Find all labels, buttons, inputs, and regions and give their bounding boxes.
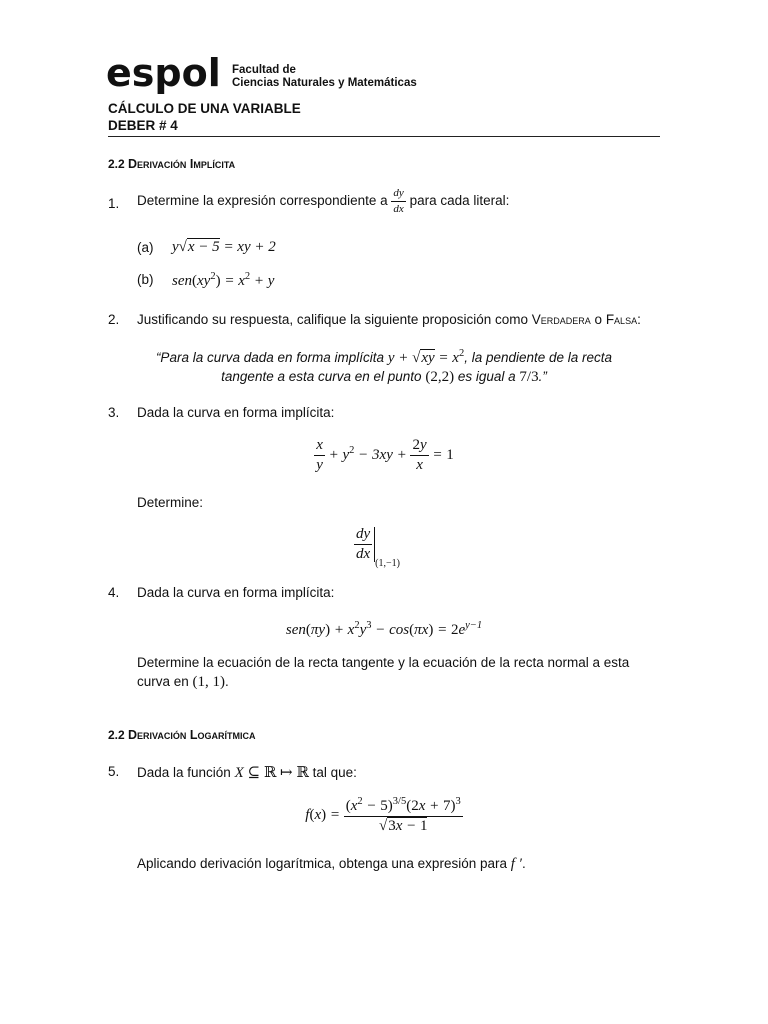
point: (2,2) [425, 369, 455, 385]
problem-text: Aplicando derivación logarítmica, obtenga una expresión para [137, 856, 507, 871]
period: . [521, 856, 526, 871]
course-header [108, 100, 301, 134]
equation-b: $sen(xy^2) = x^2 + y$ [172, 271, 275, 289]
problem-4-line-1: Determine la ecuación de la recta tangente y la ecuación de la recta normal a esta [137, 655, 630, 670]
problem-1-statement [137, 188, 509, 215]
section-number: 2.2 [108, 157, 125, 171]
faculty-line-1: Facultad de [232, 64, 296, 76]
item-a-label: (a) [137, 240, 154, 255]
problem-text: para cada literal: [409, 193, 510, 209]
quote-line-1 [108, 348, 660, 367]
logo-text: espol [106, 54, 221, 95]
slope-value: 7/3 [519, 369, 539, 385]
problem-text: Determine la expresión correspondiente a [137, 193, 388, 209]
evaluation-point: (1,−1) [375, 557, 400, 569]
or-word: o [594, 312, 603, 327]
problem-4-line-2 [137, 674, 229, 691]
curve-equation: $y + √xy = x^2$ [387, 348, 465, 366]
header-divider [108, 136, 660, 137]
course-title: CÁLCULO DE UNA VARIABLE [108, 101, 301, 116]
quote-text: “Para la curva dada en forma implícita [155, 350, 385, 365]
problem-number: 2. [108, 312, 120, 327]
point: (1, 1) [192, 674, 226, 690]
problem-5-statement [137, 763, 357, 782]
false-option: Falsa [605, 312, 638, 327]
faculty-line-2: Ciencias Naturales y Matemáticas [232, 77, 417, 89]
problem-number: 1. [108, 196, 120, 211]
section-title: Derivación Logarítmica [128, 728, 256, 742]
f-prime-symbol: f ′ [510, 856, 522, 872]
true-option: Verdadera [531, 312, 591, 327]
section-heading-logarithmic [108, 728, 256, 742]
equation-a: y√x − 5 = xy + 2 [172, 239, 276, 255]
problem-text: curva en [137, 674, 189, 689]
problem-text: Dada la función [137, 765, 231, 780]
colon: : [637, 312, 641, 327]
fraction-numerator: dy [393, 187, 404, 199]
section-title: Derivación Implícita [128, 157, 236, 171]
problem-text: Dada la curva en forma implícita: [137, 585, 335, 600]
problem-text: Dada la curva en forma implícita: [137, 405, 335, 420]
problem-5-final [137, 856, 526, 873]
problem-text: tal que: [312, 765, 357, 780]
fraction-denominator: dx [393, 203, 404, 215]
quote-line-2 [108, 369, 660, 386]
problem-number: 5. [108, 764, 120, 779]
quote-text: es igual a [457, 369, 516, 384]
section-number: 2.2 [108, 728, 125, 742]
espol-logo [106, 54, 230, 100]
problem-2-statement [137, 312, 641, 327]
problem-number: 4. [108, 585, 120, 600]
item-b-label: (b) [137, 272, 154, 287]
faculty-name [232, 64, 417, 90]
section-heading-implicit [108, 157, 235, 171]
equation-5: f(x) = $\frac{(x^2 - 5)^{3/5}(2x + 7)^3}{√3x - 1}$ [305, 796, 461, 834]
quote-end: .” [538, 369, 547, 384]
assignment-title: DEBER # 4 [108, 118, 178, 133]
determine-label: Determine: [137, 495, 204, 510]
equation-4: $sen(\pi y) + x^2y^3 - \cos(\pi x) = 2e^{y-1}$ [285, 620, 483, 638]
period: . [225, 674, 229, 689]
derivative-at-point: $\frac{dy}{dx}$ $_{(1,-1)}$ [356, 526, 400, 569]
quote-text: tangente a esta curva en el punto [221, 369, 422, 384]
problem-number: 3. [108, 405, 120, 420]
domain-expression: X ⊆ ℝ ↦ ℝ [234, 765, 309, 781]
equation-3: $\frac{x}{y}$ + $y^2 - 3xy$ + $\frac{2y}{x}$ = 1 [316, 437, 454, 473]
dy-dx-fraction [391, 188, 405, 215]
problem-text: Justificando su respuesta, califique la siguiente proposición como [137, 312, 528, 327]
quote-text: , la pendiente de la recta [464, 350, 613, 365]
